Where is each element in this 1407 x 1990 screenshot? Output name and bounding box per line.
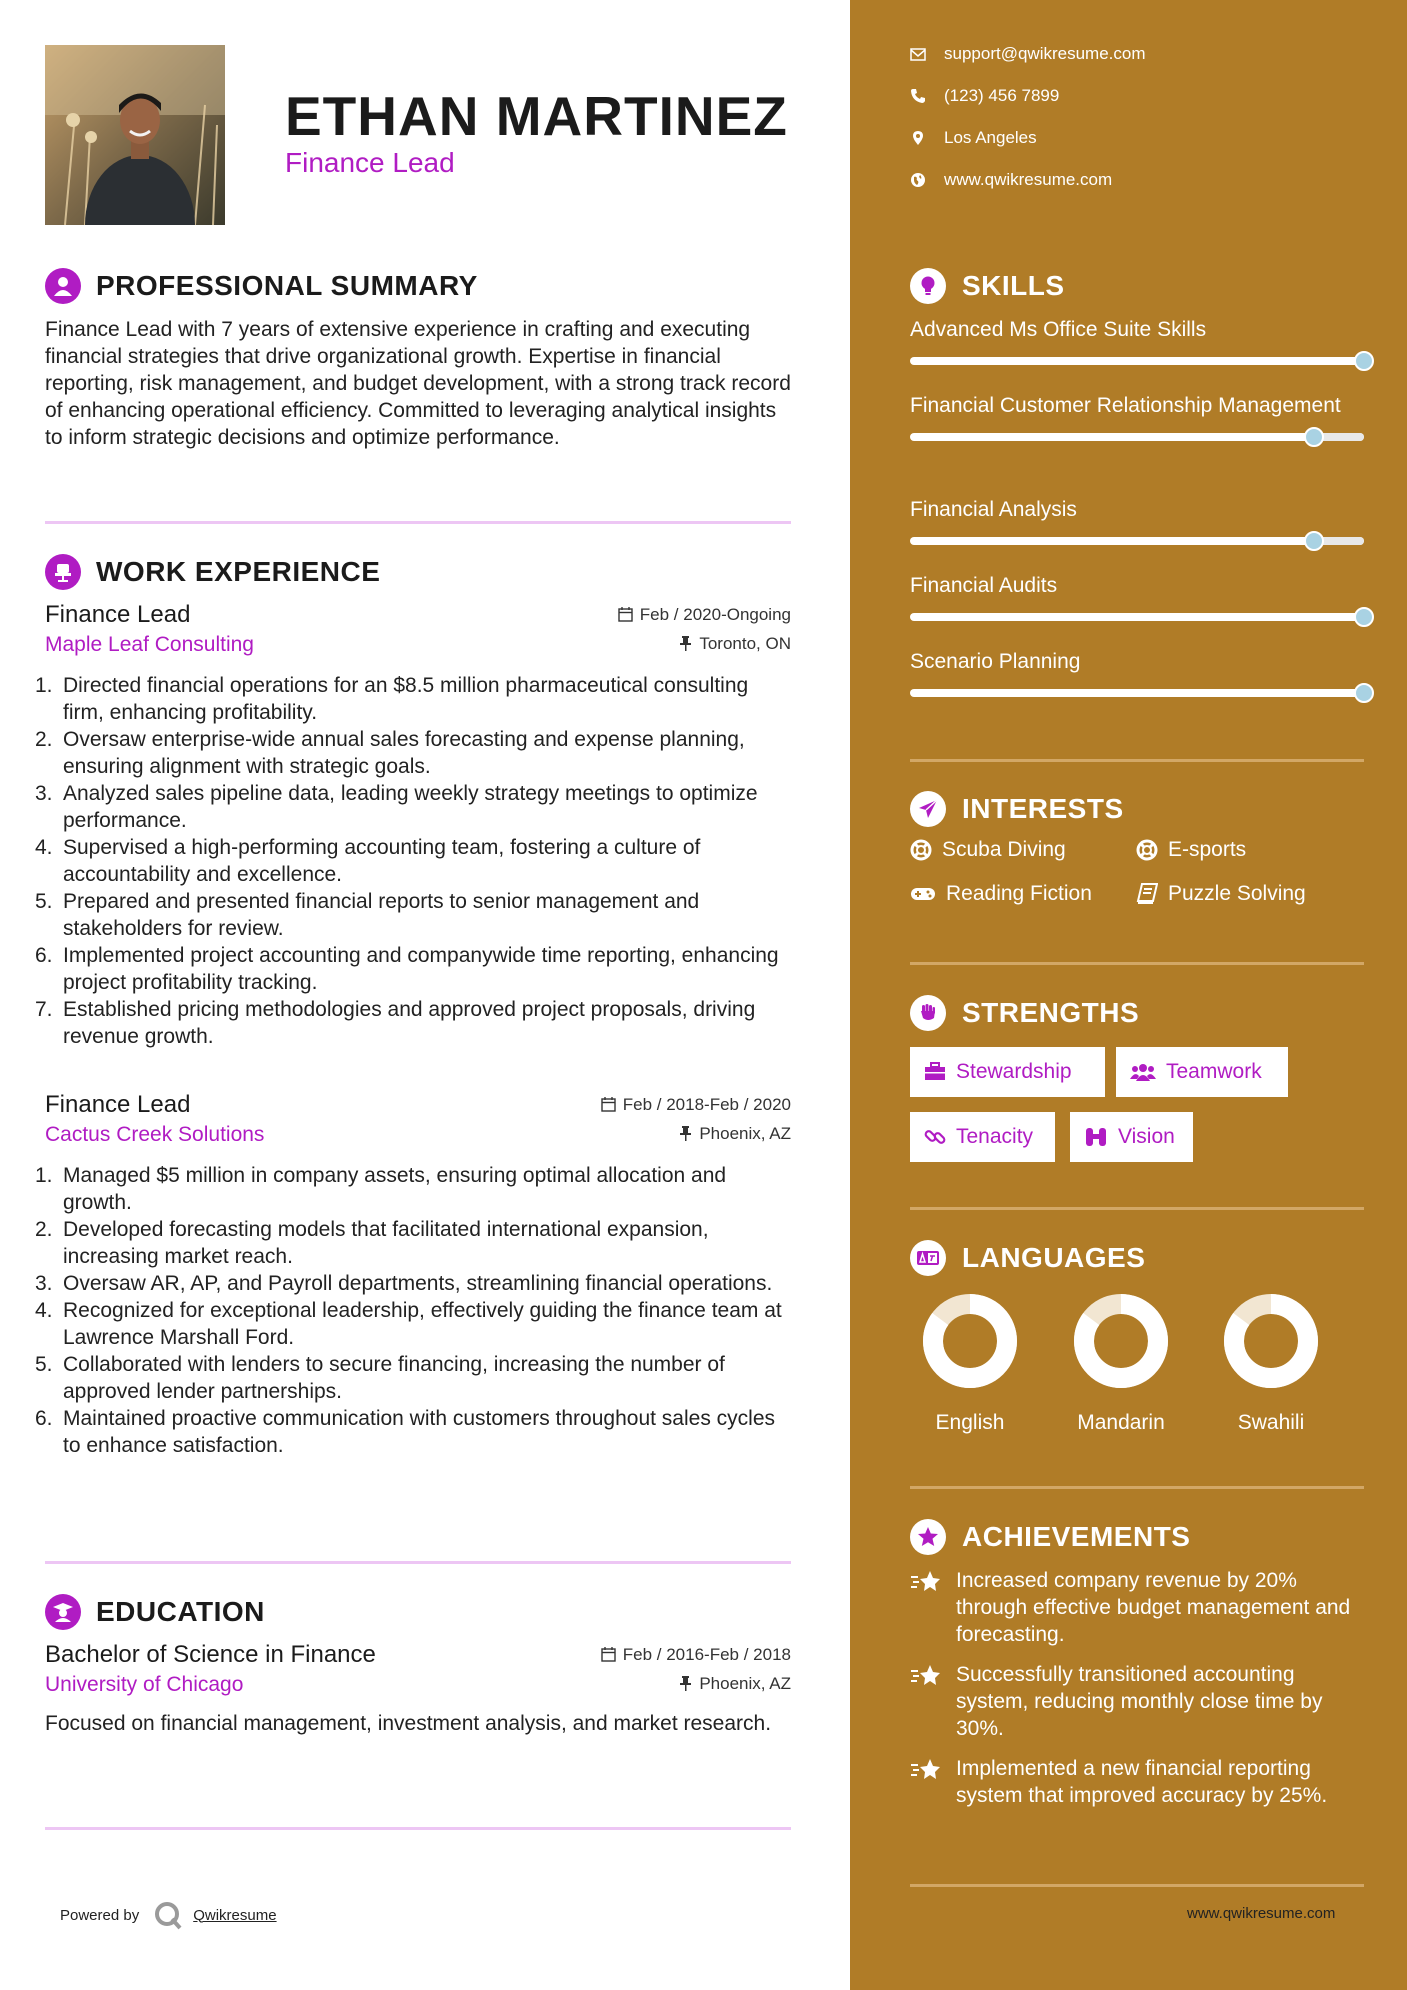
interests-title: INTERESTS <box>962 793 1124 824</box>
achievement-item: Successfully transitioned accounting system, reducing monthly close time by 30%. <box>910 1661 1370 1742</box>
job-entry <box>35 1090 791 1459</box>
footer-website[interactable]: www.qwikresume.com <box>1187 1905 1336 1922</box>
pin-icon <box>679 636 692 651</box>
powered-by-label: Powered by <box>60 1906 140 1924</box>
contact-email: support@qwikresume.com <box>910 44 1146 64</box>
strength-chip: Teamwork <box>1116 1047 1288 1097</box>
fist-icon <box>910 995 946 1031</box>
list-item: 5. Prepared and presented financial reports to senior management and stakeholders for review. <box>35 890 700 940</box>
job-entry <box>35 600 791 1050</box>
summary-heading <box>45 268 478 304</box>
divider <box>910 1486 1364 1489</box>
interest-item: Scuba Diving <box>910 838 1066 862</box>
lightbulb-icon <box>910 268 946 304</box>
job-location <box>679 634 791 654</box>
list-item: 6. Implemented project accounting and companywide time reporting, enhancing project profitability tracking. <box>35 944 779 994</box>
strengths-title: STRENGTHS <box>962 997 1140 1028</box>
candidate-name: ETHAN MARTINEZ <box>285 85 788 147</box>
pin-icon <box>679 1126 692 1141</box>
school-name: University of Chicago <box>45 1673 244 1696</box>
list-item: 1. Directed financial operations for an $8.5 million pharmaceutical consulting firm, enhancing profitability. <box>35 674 749 724</box>
list-item: 6. Maintained proactive communication with customers throughout sales cycles to enhance satisfaction. <box>35 1407 776 1457</box>
contact-website: www.qwikresume.com <box>910 170 1112 190</box>
company-name: Maple Leaf Consulting <box>45 633 254 656</box>
skill-name: Advanced Ms Office Suite Skills <box>910 318 1207 341</box>
list-item: 2. Oversaw enterprise-wide annual sales forecasting and expense planning, ensuring alignment with strategic goals. <box>35 728 745 778</box>
users-icon <box>1130 1062 1156 1082</box>
languages-heading <box>910 1240 1145 1276</box>
pin-icon <box>679 1676 692 1691</box>
skill-knob <box>1354 351 1374 371</box>
powered-by <box>60 1900 277 1930</box>
list-item: 2. Developed forecasting models that facilitated international expansion, increasing market reach. <box>35 1218 709 1268</box>
language-name: Swahili <box>1237 1411 1305 1434</box>
shooting-star-icon <box>910 1569 942 1597</box>
candidate-role: Finance Lead <box>285 147 455 178</box>
qwikresume-link[interactable]: Qwikresume <box>193 1906 277 1924</box>
divider <box>910 1207 1364 1210</box>
list-item: 4. Recognized for exceptional leadership, effectively guiding the finance team at Lawrence Marshall Ford. <box>35 1299 782 1349</box>
skill-item <box>910 572 1364 621</box>
interest-item: E-sports <box>1136 838 1246 862</box>
chair-icon <box>45 554 81 590</box>
skill-bar <box>910 433 1364 441</box>
list-item: 7. Established pricing methodologies and approved project proposals, driving revenue growth. <box>35 998 756 1048</box>
education-location-text: Phoenix, AZ <box>699 1673 791 1693</box>
job-bullets <box>35 672 791 1050</box>
contact-phone: (123) 456 7899 <box>910 86 1059 106</box>
experience-title: WORK EXPERIENCE <box>96 556 381 587</box>
shooting-star-icon <box>910 1663 942 1691</box>
skill-knob <box>1354 607 1374 627</box>
user-icon <box>45 268 81 304</box>
divider <box>45 1827 791 1830</box>
language-donut <box>1223 1293 1319 1389</box>
language-name: English <box>935 1411 1005 1434</box>
profile-photo <box>45 45 225 225</box>
job-bullets <box>35 1162 791 1459</box>
skill-bar <box>910 613 1364 621</box>
gamepad-icon <box>910 885 936 903</box>
interest-item: Puzzle Solving <box>1136 882 1306 906</box>
experience-heading <box>45 554 380 590</box>
skill-knob <box>1354 683 1374 703</box>
company-name: Cactus Creek Solutions <box>45 1123 265 1146</box>
skill-bar <box>910 537 1364 545</box>
binoculars-icon <box>1084 1126 1108 1148</box>
language-donut <box>922 1293 1018 1389</box>
star-badge-icon <box>910 1519 946 1555</box>
language-item <box>1046 1293 1196 1435</box>
map-marker-icon <box>910 130 926 146</box>
job-location <box>679 1124 791 1144</box>
divider <box>45 1561 791 1564</box>
lifebuoy-icon <box>910 839 932 861</box>
skill-name: Financial Analysis <box>910 498 1077 521</box>
divider <box>910 1884 1364 1887</box>
job-title: Finance Lead <box>45 1091 191 1118</box>
job-location-text: Phoenix, AZ <box>699 1123 791 1143</box>
calendar-icon <box>601 1097 616 1112</box>
contact-location: Los Angeles <box>910 128 1037 148</box>
divider <box>910 962 1364 965</box>
education-entry <box>45 1640 791 1737</box>
shooting-star-icon <box>910 1757 942 1785</box>
skill-knob <box>1304 531 1324 551</box>
skill-item <box>910 392 1364 441</box>
sidebar <box>850 0 1407 1990</box>
language-item <box>1196 1293 1346 1435</box>
achievement-item: Increased company revenue by 20% through effective budget management and forecasting. <box>910 1567 1370 1648</box>
education-dates <box>601 1645 791 1665</box>
job-dates <box>618 605 791 625</box>
skill-name: Scenario Planning <box>910 650 1081 673</box>
education-dates-text: Feb / 2016-Feb / 2018 <box>622 1644 791 1664</box>
skill-name: Financial Audits <box>910 574 1058 597</box>
lifebuoy-icon <box>1136 839 1158 861</box>
skill-item <box>910 648 1364 697</box>
degree: Bachelor of Science in Finance <box>45 1641 376 1668</box>
language-icon <box>910 1240 946 1276</box>
list-item: 5. Collaborated with lenders to secure financing, increasing the number of approved lender partnerships. <box>35 1353 725 1403</box>
achievements-title: ACHIEVEMENTS <box>962 1521 1191 1552</box>
strength-chip: Stewardship <box>910 1047 1105 1097</box>
skill-item <box>910 316 1364 365</box>
envelope-icon <box>910 48 926 61</box>
skills-title: SKILLS <box>962 270 1065 301</box>
language-name: Mandarin <box>1077 1411 1165 1434</box>
strengths-heading <box>910 995 1139 1031</box>
summary-title: PROFESSIONAL SUMMARY <box>96 270 478 301</box>
education-heading <box>45 1594 265 1630</box>
divider <box>45 521 791 524</box>
achievements-heading <box>910 1519 1190 1555</box>
list-item: 1. Managed $5 million in company assets, ensuring optimal allocation and growth. <box>35 1164 727 1214</box>
list-item: 4. Supervised a high-performing accounting team, fostering a culture of accountability and excellence. <box>35 836 701 886</box>
calendar-icon <box>618 607 633 622</box>
skills-heading <box>910 268 1065 304</box>
skill-knob <box>1304 427 1324 447</box>
education-title: EDUCATION <box>96 1596 265 1627</box>
list-item: 3. Oversaw AR, AP, and Payroll departments, streamlining financial operations. <box>35 1272 773 1295</box>
qwikresume-logo-icon <box>153 1900 183 1930</box>
achievement-item: Implemented a new financial reporting system that improved accuracy by 25%. <box>910 1755 1370 1809</box>
divider <box>910 759 1364 762</box>
skill-item <box>910 496 1364 545</box>
strength-chip: Tenacity <box>910 1112 1055 1162</box>
strength-chip: Vision <box>1070 1112 1193 1162</box>
calendar-icon <box>601 1647 616 1662</box>
job-dates <box>601 1095 791 1115</box>
job-dates-text: Feb / 2020-Ongoing <box>639 604 791 624</box>
job-location-text: Toronto, ON <box>699 633 791 653</box>
link-icon <box>924 1126 946 1148</box>
education-location <box>679 1674 791 1694</box>
globe-icon <box>910 172 926 188</box>
briefcase-icon <box>924 1062 946 1082</box>
list-item: 3. Analyzed sales pipeline data, leading weekly strategy meetings to optimize performance. <box>35 782 758 832</box>
job-title: Finance Lead <box>45 601 191 628</box>
graduate-icon <box>45 1594 81 1630</box>
job-dates-text: Feb / 2018-Feb / 2020 <box>622 1094 791 1114</box>
interests-heading <box>910 791 1124 827</box>
skill-name: Financial Customer Relationship Management <box>910 394 1341 417</box>
education-description: Focused on financial management, investment analysis, and market research. <box>45 1712 772 1735</box>
book-icon <box>1136 883 1158 905</box>
language-item <box>895 1293 1045 1435</box>
language-donut <box>1073 1293 1169 1389</box>
skill-bar <box>910 357 1364 365</box>
phone-icon <box>910 88 926 104</box>
languages-title: LANGUAGES <box>962 1242 1146 1273</box>
summary-text: Finance Lead with 7 years of extensive experience in crafting and executing financial strategies that drive organizational growth. Expertise in financial reporting, risk management, and budget development, with a strong track record of enhancing operational efficiency. Committed to leveraging analytical insights to inform strategic decisions and optimize performance. <box>45 318 791 449</box>
interest-item: Reading Fiction <box>910 882 1092 906</box>
skill-bar <box>910 689 1364 697</box>
paper-plane-icon <box>910 791 946 827</box>
